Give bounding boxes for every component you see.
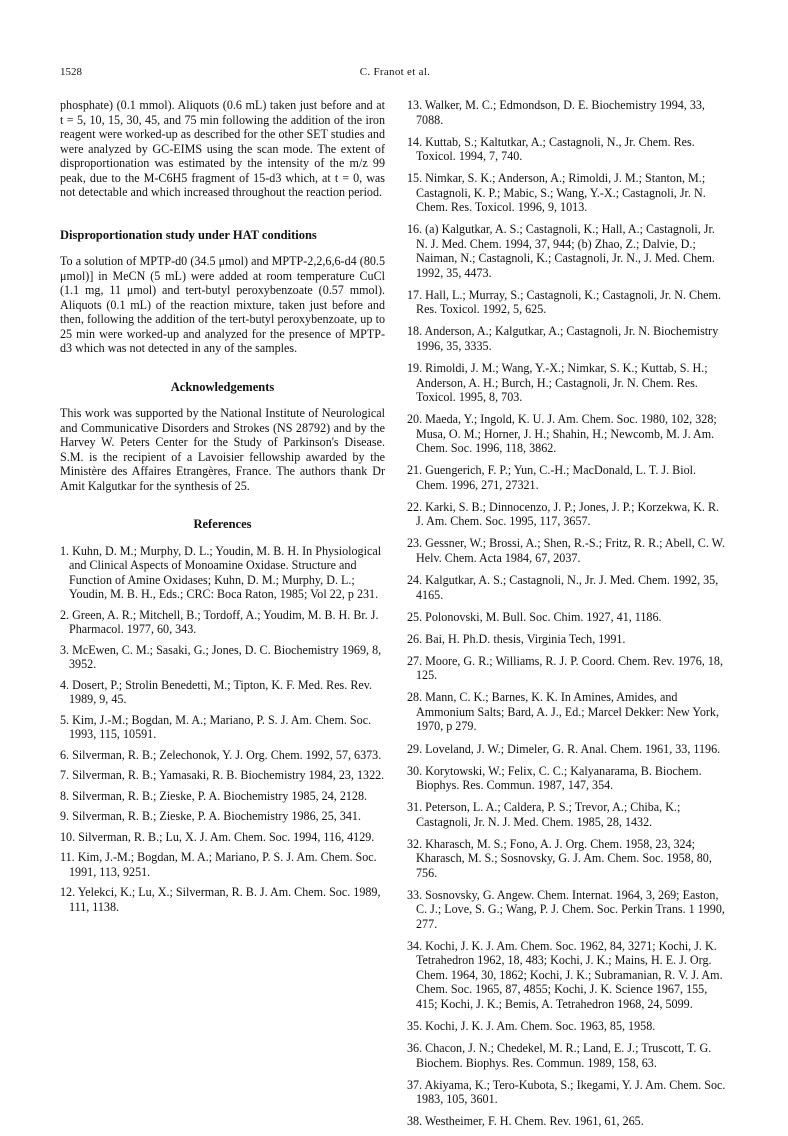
reference-item: 35. Kochi, J. K. J. Am. Chem. Soc. 1963, 85, 1958. [407,1019,656,1034]
reference-item: 36. Chacon, J. N.; Chedekel, M. R.; Land, E. J.; Truscott, T. G. Biochem. Biophys. Res. Commun. 1989, 158, 63. [407,1041,712,1070]
reference-item: 38. Westheimer, F. H. Chem. Rev. 1961, 61, 265. [407,1114,644,1129]
reference-item: 15. Nimkar, S. K.; Anderson, A.; Rimoldi, J. M.; Stanton, M.; Castagnoli, K. P.; Mabic, S.; Wang, Y.-X.; Castagnoli, Jr. N. Chem. Res. Toxicol. 1996, 9, 1013. [407,171,706,215]
reference-list [407,98,727,1129]
running-head-authors: C. Franot et al. [359,66,431,78]
reference-item: 25. Polonovski, M. Bull. Soc. Chim. 1927, 41, 1186. [407,609,662,624]
reference-item: 33. Sosnovsky, G. Angew. Chem. Internat. 1964, 3, 269; Easton, C. J.; Love, S. G.; Wang, P. J. Chem. Soc. Perkin Trans. 1 1990, 277. [407,887,725,931]
reference-item: 26. Bai, H. Ph.D. thesis, Virginia Tech, 1991. [407,631,626,646]
acknowledgements-heading: Acknowledgements [170,379,275,394]
reference-item: 28. Mann, C. K.; Barnes, K. K. In Amines, Amides, and Ammonium Salts; Bard, A. J., Ed.; Marcel Dekker: New York, 1970, p 279. [407,690,719,734]
reference-item: 22. Karki, S. B.; Dinnocenzo, J. P.; Jones, J. P.; Korzekwa, K. R. J. Am. Chem. Soc. 1995, 117, 3657. [407,499,720,529]
reference-list [60,544,385,915]
reference-item: 8. Silverman, R. B.; Zieske, P. A. Biochemistry 1985, 24, 2128. [60,788,368,803]
reference-item: 11. Kim, J.-M.; Bogdan, M. A.; Mariano, P. S. J. Am. Chem. Soc. 1991, 113, 9251. [60,850,377,879]
reference-item: 4. Dosert, P.; Strolin Benedetti, M.; Tipton, K. F. Med. Res. Rev. 1989, 9, 45. [60,677,373,706]
body-paragraph: phosphate) (0.1 mmol). Aliquots (0.6 mL) taken just before and at t = 5, 10, 15, 30, 45, and 75 min following the addition of the iron reagent were worked-up as described for the other SET studies and were analyzed by GC-EIMS using the scan mode. The extent of disproportionation was estimated by the intensity of the m/z 99 peak, due to the M-C6H5 fragment of 15-d3 which, at t = 0, was not detectable and which increased throughout the reaction period. [60,98,385,199]
reference-item: 16. (a) Kalgutkar, A. S.; Castagnoli, K.; Hall, A.; Castagnoli, Jr. N. J. Med. Chem. 1994, 37, 944; (b) Zhao, Z.; Dalvie, D.; Naiman, N.; Castagnoli, K.; Castagnoli, Jr. N., J. Med. Chem. 1992, 35, 4473. [407,222,715,280]
reference-item: 31. Peterson, L. A.; Caldera, P. S.; Trevor, A.; Chiba, K.; Castagnoli, Jr. N. J. Med. Chem. 1985, 28, 1432. [407,800,681,829]
left-column [60,98,385,920]
reference-item: 6. Silverman, R. B.; Zelechonok, Y. J. Org. Chem. 1992, 57, 6373. [60,747,382,762]
reference-item: 34. Kochi, J. K. J. Am. Chem. Soc. 1962, 84, 3271; Kochi, J. K. Tetrahedron 1962, 18, 483; Kochi, J. K.; Mains, H. E. J. Org. Chem. 1964, 30, 1862; Kochi, J. K.; Subramanian, R. V. J. Am. Chem. Soc. 1965, 87, 4855; Kochi, J. K. Science 1967, 155, 415; Kochi, J. K.; Bemis, A. Tetrahedron 1968, 24, 5099. [407,938,723,1011]
reference-item: 37. Akiyama, K.; Tero-Kubota, S.; Ikegami, Y. J. Am. Chem. Soc. 1983, 105, 3601. [407,1077,726,1107]
reference-item: 23. Gessner, W.; Brossi, A.; Shen, R.-S.; Fritz, R. R.; Abell, C. W. Helv. Chem. Acta 1984, 67, 2037. [407,536,726,565]
page-number: 1528 [60,66,82,78]
page-header [60,66,730,82]
reference-item: 5. Kim, J.-M.; Bogdan, M. A.; Mariano, P. S. J. Am. Chem. Soc. 1993, 115, 10591. [60,712,372,741]
reference-item: 12. Yelekci, K.; Lu, X.; Silverman, R. B. J. Am. Chem. Soc. 1989, 111, 1138. [60,885,381,914]
reference-item: 19. Rimoldi, J. M.; Wang, Y.-X.; Nimkar, S. K.; Kuttab, S. H.; Anderson, A. H.; Burch, H.; Castagnoli, Jr. N. Chem. Res. Toxicol. 1995, 8, 703. [407,361,708,405]
reference-item: 13. Walker, M. C.; Edmondson, D. E. Biochemistry 1994, 33, 7088. [407,98,705,127]
reference-item: 9. Silverman, R. B.; Zieske, P. A. Biochemistry 1986, 25, 341. [60,809,361,823]
reference-item: 32. Kharasch, M. S.; Fono, A. J. Org. Chem. 1958, 23, 324; Kharasch, M. S.; Sosnovsky, G. J. Am. Chem. Soc. 1958, 80, 756. [407,836,712,880]
reference-item: 14. Kuttab, S.; Kaltutkar, A.; Castagnoli, N., Jr. Chem. Res. Toxicol. 1994, 7, 740. [407,134,695,164]
reference-item: 29. Loveland, J. W.; Dimeler, G. R. Anal. Chem. 1961, 33, 1196. [407,741,721,756]
references-heading: References [193,517,252,531]
reference-item: 24. Kalgutkar, A. S.; Castagnoli, N., Jr. J. Med. Chem. 1992, 35, 4165. [407,573,719,602]
reference-item: 30. Korytowski, W.; Felix, C. C.; Kalyanarama, B. Biochem. Biophys. Res. Commun. 1987, 147, 354. [407,763,702,793]
reference-item: 10. Silverman, R. B.; Lu, X. J. Am. Chem. Soc. 1994, 116, 4129. [60,829,375,844]
reference-item: 21. Guengerich, F. P.; Yun, C.-H.; MacDonald, L. T. J. Biol. Chem. 1996, 271, 27321. [407,463,697,492]
reference-item: 7. Silverman, R. B.; Yamasaki, R. B. Biochemistry 1984, 23, 1322. [60,768,385,782]
reference-item: 18. Anderson, A.; Kalgutkar, A.; Castagnoli, Jr. N. Biochemistry 1996, 35, 3335. [407,324,719,353]
reference-item: 1. Kuhn, D. M.; Murphy, D. L.; Youdin, M. B. H. In Physiological and Clinical Aspects of Monoamine Oxidase. Structure and Function of Amine Oxidases; Kuhn, D. M.; Murphy, D. L.; Youdin, M. B. H., Eds.; CRC: Boca Raton, 1985; Vol 22, p 231. [60,543,382,601]
right-column [407,98,727,1136]
reference-item: 2. Green, A. R.; Mitchell, B.; Tordoff, A.; Youdim, M. B. H. Br. J. Pharmacol. 1977, 60, 343. [60,607,379,636]
reference-item: 20. Maeda, Y.; Ingold, K. U. J. Am. Chem. Soc. 1980, 102, 328; Musa, O. M.; Horner, J. H.; Shahin, H.; Newcomb, M. J. Am. Chem. Soc. 1996, 118, 3862. [407,412,717,456]
acknowledgements-text: This work was supported by the National Institute of Neurological and Communicative Disorders and Strokes (NS 28792) and by the Harvey W. Peters Center for the Study of Parkinson's Disease. S.M. is the recipient of a Lavoisier fellowship awarded by the Ministère des Affaires Etrangères, France. The authors thank Dr Amit Kalgutkar for the synthesis of 25. [60,406,385,493]
reference-item: 17. Hall, L.; Murray, S.; Castagnoli, K.; Castagnoli, Jr. N. Chem. Res. Toxicol. 1992, 5, 625. [407,287,721,317]
reference-item: 27. Moore, G. R.; Williams, R. J. P. Coord. Chem. Rev. 1976, 18, 125. [407,653,723,683]
body-paragraph: To a solution of MPTP-d0 (34.5 μmol) and MPTP-2,2,6,6-d4 (80.5 μmol)] in MeCN (5 mL) were added at room temperature CuCl (1.1 mg, 11 μmol) and tert-butyl peroxybenzoate (0.57 mmol). Aliquots (0.1 mL) of the reaction mixture, taken just before and then, following the addition of the tert-butyl peroxybenzoate, up to 25 min were worked-up and analyzed for the presence of MPTP-d3 which was not detected in any of the samples. [60,254,385,355]
section-heading: Disproportionation study under HAT conditions [60,227,317,242]
reference-item: 3. McEwen, C. M.; Sasaki, G.; Jones, D. C. Biochemistry 1969, 8, 3952. [60,642,382,671]
